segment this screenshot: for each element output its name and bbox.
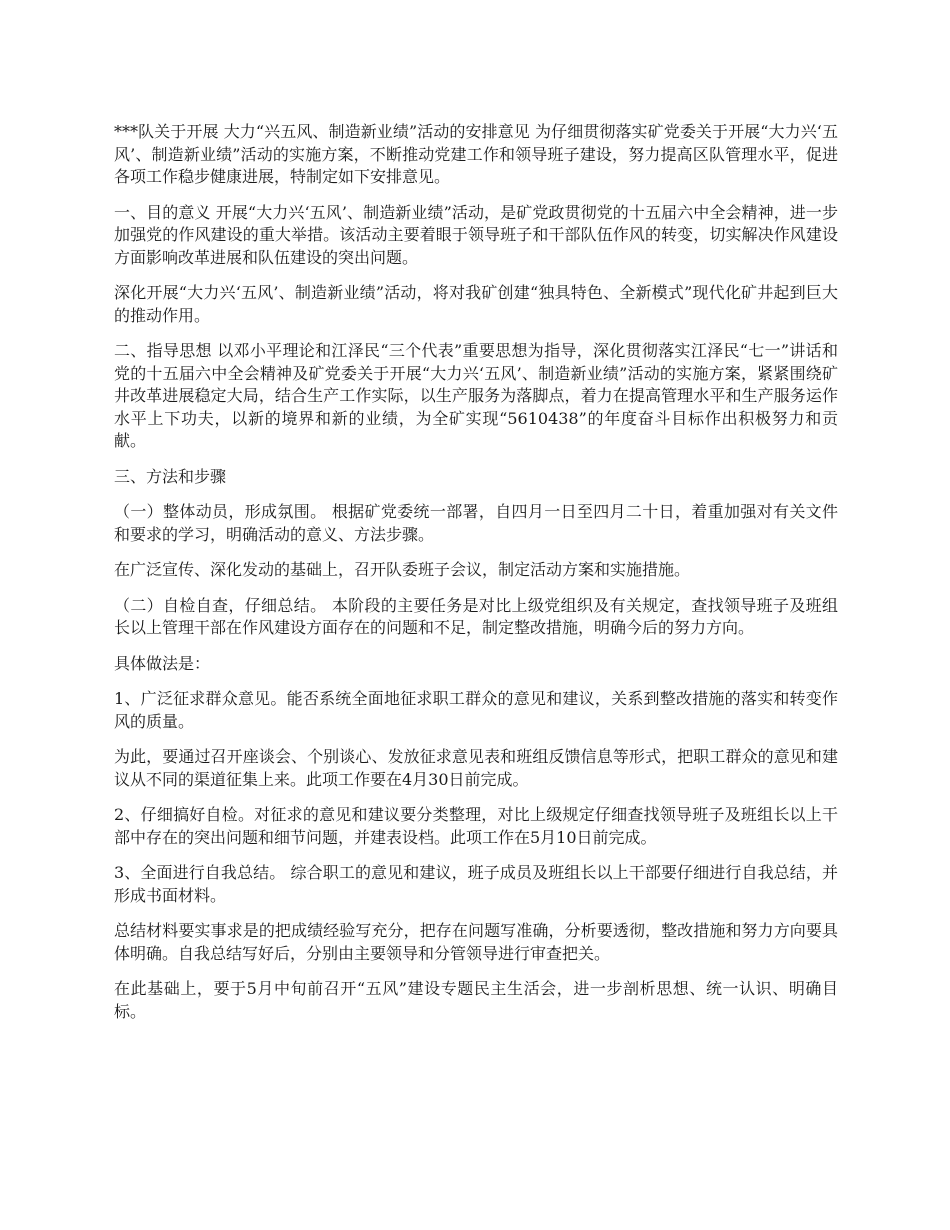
- closing-paragraph: 在此基础上，要于5月中旬前召开“五风”建设专题民主生活会，进一步剖析思想、统一认识、明确目标。: [114, 979, 838, 1021]
- step-one-continued-paragraph: 在广泛宣传、深化发动的基础上，召开队委班子会议，制定活动方案和实施措施。: [114, 560, 691, 579]
- purpose-continued-paragraph: 深化开展“大力兴‘五风’、制造新业绩”活动，将对我矿创建“独具特色、全新模式”现代化矿井起到巨大的推动作用。: [114, 283, 838, 325]
- section-purpose-paragraph: 一、目的意义 开展“大力兴‘五风’、制造新业绩”活动，是矿党政贯彻党的十五届六中全会精神，进一步加强党的作风建设的重大举措。该活动主要着眼于领导班子和干部队伍作风的转变，切实解决作风建设方面影响改革进展和队伍建设的突出问题。: [114, 202, 838, 267]
- intro-paragraph: ***队关于开展 大力“兴五风、制造新业绩”活动的安排意见 为仔细贯彻落实矿党委关于开展“大力兴‘五风’、制造新业绩”活动的实施方案，不断推动党建工作和领导班子建设，努力提高区队管理水平，促进各项工作稳步健康进展，特制定如下安排意见。: [114, 122, 838, 186]
- specific-methods-heading: 具体做法是：: [114, 653, 211, 673]
- method-one-continued-paragraph: 为此，要通过召开座谈会、个别谈心、发放征求意见表和班组反馈信息等形式，把职工群众的意见和建议从不同的渠道征集上来。此项工作要在4月30日前完成。: [114, 747, 838, 789]
- section-methods-heading: 三、方法和步骤: [114, 466, 227, 486]
- document-body: [114, 121, 838, 1036]
- step-two-paragraph: （二）自检自查，仔细总结。 本阶段的主要任务是对比上级党组织及有关规定，查找领导班子及班组长以上管理干部在作风建设方面存在的问题和不足，制定整改措施，明确今后的努力方向。: [114, 595, 838, 637]
- method-two-paragraph: 2、仔细搞好自检。对征求的意见和建议要分类整理，对比上级规定仔细查找领导班子及班组长以上干部中存在的突出问题和细节问题，并建表设档。此项工作在5月10日前完成。: [114, 805, 838, 847]
- step-one-paragraph: （一）整体动员，形成氛围。 根据矿党委统一部署，自四月一日至四月二十日，着重加强对有关文件和要求的学习，明确活动的意义、方法步骤。: [114, 502, 838, 544]
- section-guiding-thought-paragraph: 二、指导思想 以邓小平理论和江泽民“三个代表”重要思想为指导，深化贯彻落实江泽民“七一”讲话和党的十五届六中全会精神及矿党委关于开展“大力兴‘五风’、制造新业绩”活动的实施方案，紧紧围绕矿井改革进展稳定大局，结合生产工作实际，以生产服务为落脚点，着力在提高管理水平和生产服务运作水平上下功夫，以新的境界和新的业绩，为全矿实现“5610438”的年度奋斗目标作出积极努力和贡献。: [114, 341, 838, 450]
- method-three-paragraph: 3、全面进行自我总结。 综合职工的意见和建议，班子成员及班组长以上干部要仔细进行自我总结，并形成书面材料。: [114, 863, 838, 905]
- method-one-paragraph: 1、广泛征求群众意见。能否系统全面地征求职工群众的意见和建议，关系到整改措施的落实和转变作风的质量。: [114, 689, 838, 731]
- method-three-continued-paragraph: 总结材料要实事求是的把成绩经验写充分，把存在问题写准确，分析要透彻，整改措施和努力方向要具体明确。自我总结写好后，分别由主要领导和分管领导进行审查把关。: [114, 921, 838, 963]
